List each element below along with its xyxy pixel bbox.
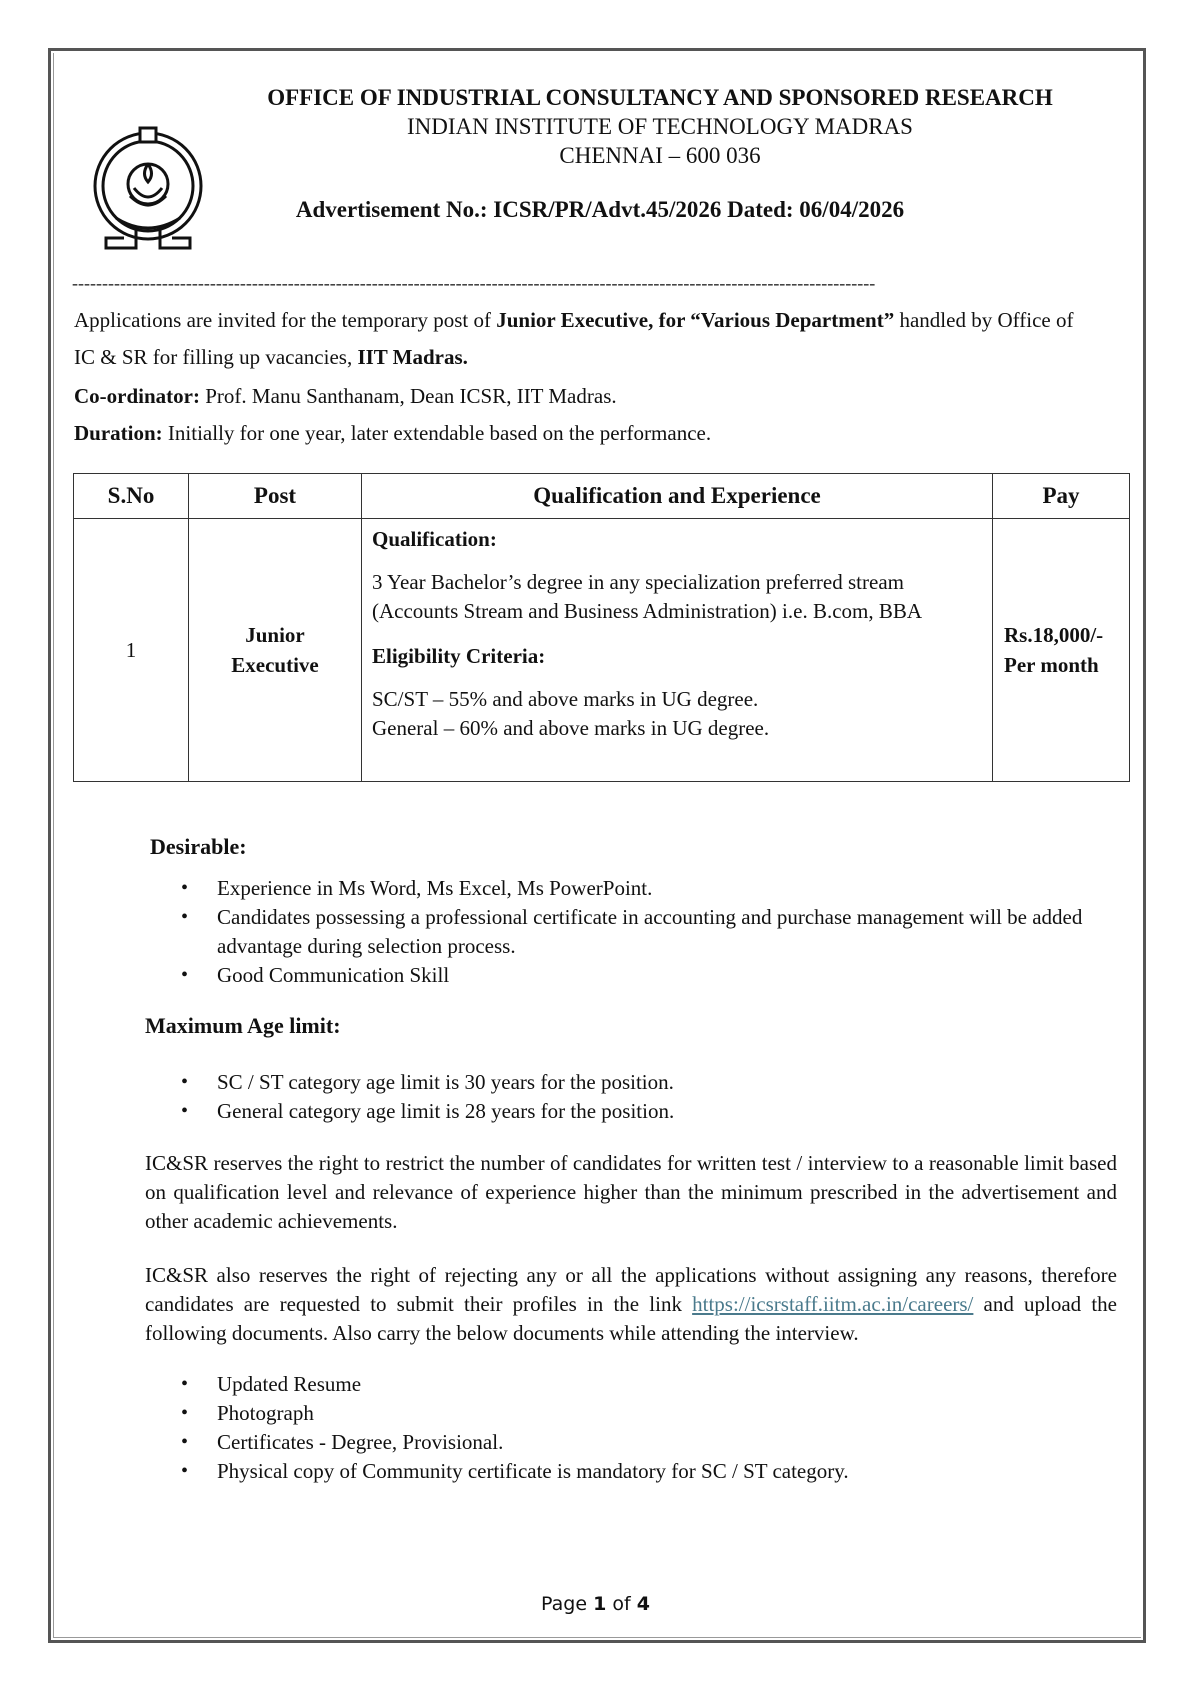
list-item: • Certificates - Degree, Provisional. xyxy=(145,1428,1125,1457)
cell-pay xyxy=(993,519,1130,782)
coordinator-line xyxy=(74,378,1134,415)
coordinator-value: Prof. Manu Santhanam, Dean ICSR, IIT Madras. xyxy=(199,384,617,408)
pay-period: Per month xyxy=(1004,653,1099,677)
post-line: Junior xyxy=(245,623,305,647)
institute-address: CHENNAI – 600 036 xyxy=(559,143,761,168)
list-item: • Updated Resume xyxy=(145,1370,1125,1399)
office-title: OFFICE OF INDUSTRIAL CONSULTANCY AND SPONSORED RESEARCH xyxy=(267,85,1053,110)
icsr-logo-icon xyxy=(86,126,210,258)
list-item: • Experience in Ms Word, Ms Excel, Ms PowerPoint. xyxy=(145,874,1125,903)
page-number xyxy=(0,1593,1191,1615)
list-item: • Physical copy of Community certificate is mandatory for SC / ST category. xyxy=(145,1457,1125,1486)
duration-value: Initially for one year, later extendable based on the performance. xyxy=(162,421,712,445)
age-limit-title: Maximum Age limit: xyxy=(145,1013,341,1038)
col-header-pay: Pay xyxy=(993,474,1130,519)
eligibility-heading: Eligibility Criteria: xyxy=(372,644,546,668)
age-limit-list xyxy=(145,1068,1125,1126)
col-header-post: Post xyxy=(189,474,362,519)
table-row xyxy=(74,519,1130,782)
list-item: • Good Communication Skill xyxy=(145,961,1125,990)
reserve-paragraph-2 xyxy=(145,1261,1117,1348)
institute-name: INDIAN INSTITUTE OF TECHNOLOGY MADRAS xyxy=(407,114,913,139)
table-header-row xyxy=(74,474,1130,519)
cell-post xyxy=(189,519,362,782)
coordinator-label: Co-ordinator: xyxy=(74,384,200,408)
col-header-qualification: Qualification and Experience xyxy=(362,474,993,519)
institute-short: IIT Madras. xyxy=(357,345,468,369)
intro-text: IC & SR for filling up vacancies, xyxy=(74,345,358,369)
reserve-paragraph: IC&SR reserves the right to restrict the number of candidates for written test / interview to a reasonable limit based on qualification level and relevance of experience higher than the minimum prescribed in the advertisement and other academic achievements. xyxy=(145,1151,1117,1233)
duration-label: Duration: xyxy=(74,421,163,445)
col-header-sno: S.No xyxy=(74,474,189,519)
post-name: Junior Executive, for “Various Department” xyxy=(496,308,895,332)
careers-link[interactable]: https://icsrstaff.iitm.ac.in/careers/ xyxy=(692,1292,974,1316)
intro-text: Applications are invited for the temporary post of xyxy=(74,308,497,332)
eligibility-text: SC/ST – 55% and above marks in UG degree. xyxy=(372,687,759,711)
page-total: 4 xyxy=(636,1593,650,1615)
page-of: of xyxy=(606,1593,637,1615)
cell-qualification xyxy=(362,519,993,782)
reserve-text: IC&SR also reserves the right of rejecting any or all the applications without assigning any reasons, therefore candidates are requested to submit their profiles in the link xyxy=(145,1263,1117,1316)
separator-line: -------------------------------------------------------------------------------------------------------------------------------------- xyxy=(72,274,876,292)
list-item: • General category age limit is 28 years for the position. xyxy=(145,1097,1125,1126)
intro-text: handled by Office of xyxy=(894,308,1074,332)
eligibility-text: General – 60% and above marks in UG degree. xyxy=(372,716,770,740)
qualification-heading: Qualification: xyxy=(372,527,497,551)
list-item: • SC / ST category age limit is 30 years for the position. xyxy=(145,1068,1125,1097)
list-item: • Photograph xyxy=(145,1399,1125,1428)
cell-sno: 1 xyxy=(74,519,189,782)
pay-amount: Rs.18,000/- xyxy=(1004,623,1104,647)
reserve-text: and upload the following documents. Also carry the below documents while attending the interview. xyxy=(145,1292,1117,1345)
desirable-title: Desirable: xyxy=(150,834,247,859)
post-line: Executive xyxy=(231,653,319,677)
intro-paragraph xyxy=(74,302,1134,376)
list-item: • Candidates possessing a professional certificate in accounting and purchase management will be added advantage during selection process. xyxy=(145,903,1125,961)
page-current: 1 xyxy=(593,1593,607,1615)
page-word: Page xyxy=(541,1593,594,1615)
post-table xyxy=(73,473,1130,782)
desirable-list xyxy=(145,874,1125,990)
qualification-text: (Accounts Stream and Business Administration) i.e. B.com, BBA xyxy=(372,599,923,623)
documents-list xyxy=(145,1370,1125,1486)
qualification-text: 3 Year Bachelor’s degree in any specialization preferred stream xyxy=(372,570,904,594)
advertisement-number: Advertisement No.: ICSR/PR/Advt.45/2026 Dated: 06/04/2026 xyxy=(295,197,905,222)
duration-line xyxy=(74,415,1134,452)
